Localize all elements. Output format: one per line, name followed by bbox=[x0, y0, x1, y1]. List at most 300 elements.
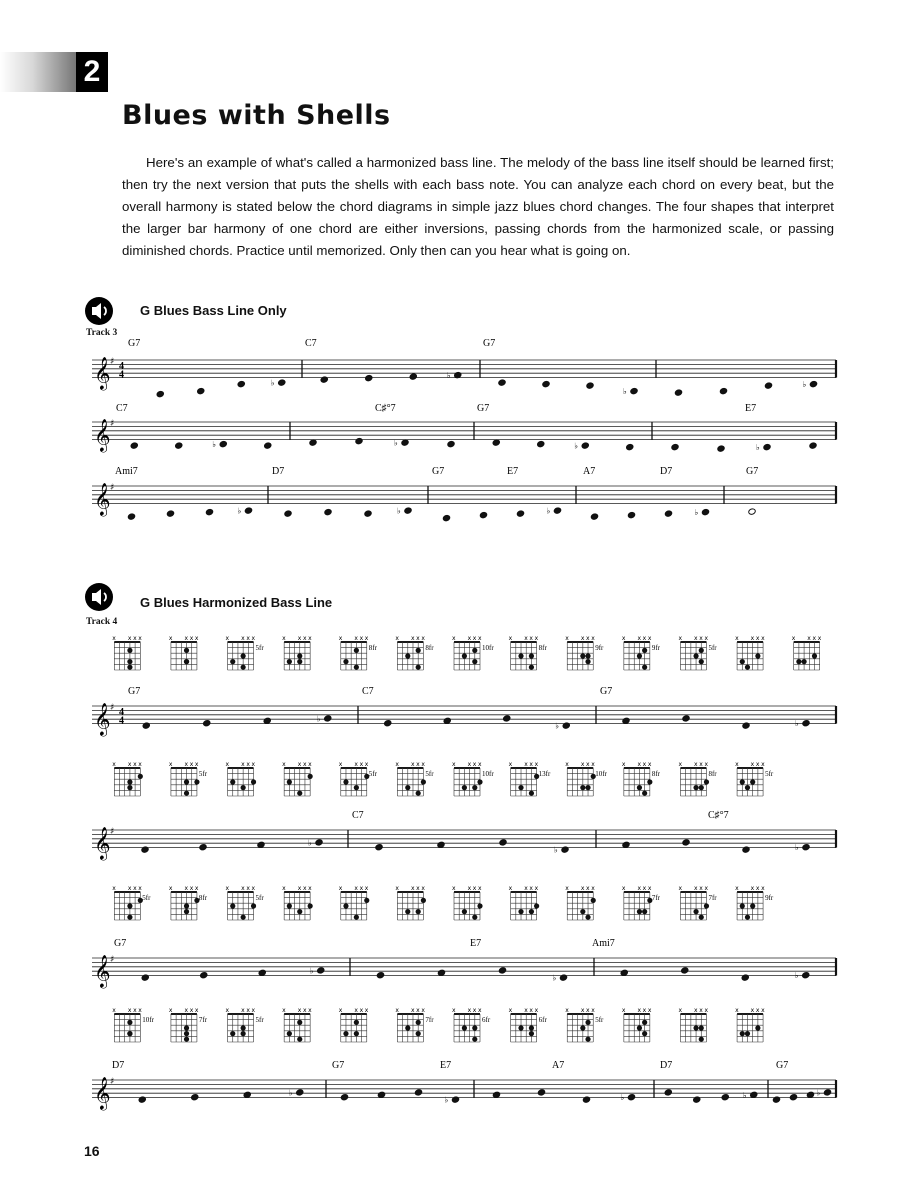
mute-mark: x bbox=[308, 761, 312, 768]
note-head bbox=[384, 720, 392, 727]
note-head bbox=[142, 722, 150, 729]
mute-mark: x bbox=[472, 635, 477, 642]
finger-dot bbox=[287, 903, 292, 908]
finger-dot bbox=[354, 665, 359, 670]
mute-mark: x bbox=[416, 761, 420, 768]
note bbox=[772, 1096, 780, 1103]
mute-mark: x bbox=[524, 761, 528, 768]
finger-dot bbox=[740, 903, 745, 908]
chord-diagram bbox=[622, 761, 661, 796]
accidental: ♭ bbox=[756, 443, 760, 453]
key-signature: ♯ bbox=[110, 703, 115, 713]
finger-dot bbox=[343, 1031, 348, 1036]
note bbox=[809, 442, 817, 449]
note bbox=[397, 507, 412, 516]
note-head bbox=[627, 1094, 635, 1101]
accidental: ♭ bbox=[446, 371, 451, 381]
chord-diagram bbox=[226, 1007, 265, 1042]
note bbox=[309, 439, 317, 446]
mute-mark: x bbox=[246, 635, 250, 642]
finger-dot bbox=[745, 1031, 750, 1036]
finger-dot bbox=[184, 648, 189, 653]
fret-number: 7fr bbox=[198, 1016, 208, 1024]
chord-diagram bbox=[509, 635, 548, 670]
finger-dot bbox=[127, 1020, 132, 1025]
chord-diagram bbox=[565, 885, 596, 920]
chord-symbol: G7 bbox=[332, 1060, 345, 1071]
chord-symbol: C♯°7 bbox=[375, 403, 396, 414]
fret-number: 9fr bbox=[651, 644, 661, 652]
note-head bbox=[156, 390, 164, 397]
fret-number: 7fr bbox=[651, 894, 661, 902]
note-head bbox=[324, 715, 332, 722]
chord-diagram bbox=[678, 885, 717, 920]
note-head bbox=[516, 510, 524, 517]
mute-mark: x bbox=[282, 1007, 286, 1014]
note-head bbox=[682, 839, 690, 846]
finger-dot bbox=[699, 1025, 704, 1030]
mute-mark: x bbox=[189, 761, 194, 768]
mute-mark: x bbox=[395, 761, 399, 768]
finger-dot bbox=[529, 791, 534, 796]
finger-dot bbox=[241, 665, 246, 670]
note-head bbox=[244, 507, 252, 514]
mute-mark: x bbox=[395, 635, 399, 642]
chord-symbol: D7 bbox=[660, 466, 673, 477]
accidental: ♭ bbox=[802, 380, 807, 390]
mute-mark: x bbox=[704, 761, 709, 768]
mute-mark: x bbox=[184, 761, 189, 768]
fret-number: 8fr bbox=[538, 644, 547, 652]
chord-diagram bbox=[452, 635, 494, 670]
mute-mark: x bbox=[524, 635, 528, 642]
mute-mark: x bbox=[251, 761, 256, 768]
fret-number: 10fr bbox=[595, 770, 607, 778]
mute-mark: x bbox=[529, 635, 533, 642]
note-head bbox=[409, 373, 417, 380]
mute-mark: x bbox=[225, 635, 230, 642]
mute-mark: x bbox=[410, 635, 415, 642]
finger-dot bbox=[405, 653, 410, 658]
note bbox=[317, 714, 332, 723]
mute-mark: x bbox=[194, 761, 199, 768]
mute-mark: x bbox=[189, 635, 194, 642]
accidental: ♭ bbox=[816, 1088, 821, 1098]
note bbox=[384, 720, 392, 727]
finger-dot bbox=[184, 1025, 189, 1030]
mute-mark: x bbox=[704, 885, 709, 892]
finger-dot bbox=[801, 659, 806, 664]
mute-mark: x bbox=[282, 885, 286, 892]
chord-symbol: G7 bbox=[776, 1060, 789, 1071]
mute-mark: x bbox=[133, 635, 137, 642]
note-head bbox=[802, 720, 810, 727]
finger-dot bbox=[416, 1031, 421, 1036]
mute-mark: x bbox=[580, 761, 585, 768]
note-head bbox=[581, 442, 589, 449]
mute-mark: x bbox=[184, 885, 189, 892]
fret-number: 6fr bbox=[482, 1016, 491, 1024]
mute-mark: x bbox=[395, 1007, 399, 1014]
mute-mark: x bbox=[184, 1007, 189, 1014]
note bbox=[503, 715, 511, 722]
finger-dot bbox=[308, 903, 313, 908]
note bbox=[498, 967, 506, 974]
finger-dot bbox=[241, 1025, 246, 1030]
mute-mark: x bbox=[508, 635, 513, 642]
finger-dot bbox=[297, 909, 302, 914]
finger-dot bbox=[472, 1037, 477, 1042]
mute-mark: x bbox=[410, 885, 415, 892]
note-head bbox=[130, 442, 138, 449]
mute-mark: x bbox=[452, 761, 456, 768]
finger-dot bbox=[642, 648, 647, 653]
mute-mark: x bbox=[735, 885, 739, 892]
finger-dot bbox=[184, 1037, 189, 1042]
note bbox=[130, 442, 138, 449]
mute-mark: x bbox=[133, 1007, 137, 1014]
treble-clef: 𝄞 bbox=[94, 954, 111, 988]
mute-mark: x bbox=[478, 885, 482, 892]
time-signature: 4 bbox=[119, 706, 124, 718]
mute-mark: x bbox=[647, 635, 652, 642]
note-head bbox=[542, 380, 550, 387]
finger-dot bbox=[580, 785, 585, 790]
note bbox=[554, 846, 569, 855]
chord-symbol: G7 bbox=[600, 686, 613, 697]
note bbox=[717, 445, 725, 452]
mute-mark: x bbox=[189, 885, 194, 892]
fret-number: 7fr bbox=[708, 894, 717, 902]
finger-dot bbox=[343, 659, 348, 664]
chord-diagram bbox=[282, 635, 312, 670]
mute-mark: x bbox=[565, 635, 569, 642]
note bbox=[197, 387, 205, 394]
chord-symbol: G7 bbox=[114, 938, 127, 949]
mute-mark: x bbox=[359, 635, 364, 642]
mute-mark: x bbox=[138, 761, 142, 768]
chord-symbol: G7 bbox=[746, 466, 759, 477]
note-head bbox=[447, 440, 455, 447]
mute-mark: x bbox=[647, 885, 652, 892]
note-head bbox=[626, 443, 634, 450]
finger-dot bbox=[241, 785, 246, 790]
note bbox=[284, 510, 292, 517]
accidental: ♭ bbox=[270, 378, 275, 388]
mute-mark: x bbox=[647, 1007, 652, 1014]
finger-dot bbox=[745, 665, 750, 670]
chord-diagram bbox=[112, 761, 143, 796]
finger-dot bbox=[184, 1031, 189, 1036]
note-head bbox=[537, 1089, 545, 1096]
treble-clef: 𝄞 bbox=[94, 702, 111, 736]
page-title: Blues with Shells bbox=[122, 100, 391, 131]
note bbox=[719, 387, 727, 394]
note-head bbox=[451, 1096, 459, 1103]
note-head bbox=[764, 382, 772, 389]
mute-mark: x bbox=[534, 885, 539, 892]
mute-mark: x bbox=[704, 1007, 709, 1014]
note bbox=[756, 443, 771, 452]
mute-mark: x bbox=[421, 635, 425, 642]
chord-diagram bbox=[169, 635, 199, 670]
mute-mark: x bbox=[246, 885, 250, 892]
accidental: ♭ bbox=[288, 1088, 293, 1098]
note bbox=[447, 371, 462, 380]
finger-dot bbox=[472, 659, 477, 664]
note bbox=[626, 443, 634, 450]
finger-dot bbox=[287, 1031, 292, 1036]
accidental: ♭ bbox=[694, 508, 699, 518]
note-head bbox=[701, 508, 709, 515]
note-head bbox=[590, 513, 598, 520]
finger-dot bbox=[251, 779, 256, 784]
note bbox=[742, 846, 750, 853]
note-head bbox=[499, 839, 507, 846]
finger-dot bbox=[745, 785, 750, 790]
note-head bbox=[278, 379, 286, 386]
chord-diagram bbox=[509, 1007, 548, 1042]
mute-mark: x bbox=[241, 761, 245, 768]
note-head bbox=[630, 387, 638, 394]
finger-dot bbox=[462, 653, 467, 658]
chord-diagram bbox=[339, 761, 378, 796]
finger-dot bbox=[184, 659, 189, 664]
note bbox=[156, 390, 164, 397]
mute-mark: x bbox=[241, 1007, 245, 1014]
finger-dot bbox=[251, 903, 256, 908]
note bbox=[308, 838, 323, 847]
mute-mark: x bbox=[761, 1007, 765, 1014]
note-head bbox=[681, 967, 689, 974]
finger-dot bbox=[699, 648, 704, 653]
note-head bbox=[674, 389, 682, 396]
finger-dot bbox=[416, 909, 421, 914]
fret-number: 5fr bbox=[595, 1016, 604, 1024]
fret-number: 5fr bbox=[425, 770, 434, 778]
finger-dot bbox=[699, 659, 704, 664]
finger-dot bbox=[297, 653, 302, 658]
fret-number: 8fr bbox=[425, 644, 434, 652]
note bbox=[817, 1088, 832, 1097]
accidental: ♭ bbox=[546, 506, 551, 516]
finger-dot bbox=[241, 1031, 246, 1036]
note bbox=[203, 720, 211, 727]
mute-mark: x bbox=[225, 1007, 230, 1014]
mute-mark: x bbox=[338, 635, 343, 642]
chord-diagram bbox=[452, 1007, 491, 1042]
finger-dot bbox=[637, 1025, 642, 1030]
mute-mark: x bbox=[580, 885, 585, 892]
note bbox=[537, 1089, 545, 1096]
note-head bbox=[671, 443, 679, 450]
note bbox=[355, 437, 363, 444]
fret-number: 10fr bbox=[482, 644, 494, 652]
mute-mark: x bbox=[755, 1007, 760, 1014]
mute-mark: x bbox=[302, 635, 307, 642]
mute-mark: x bbox=[410, 1007, 415, 1014]
finger-dot bbox=[241, 915, 246, 920]
chord-diagram bbox=[678, 635, 717, 670]
mute-mark: x bbox=[678, 885, 683, 892]
mute-mark: x bbox=[586, 635, 590, 642]
finger-dot bbox=[699, 785, 704, 790]
note-head bbox=[237, 380, 245, 387]
note bbox=[364, 510, 372, 517]
finger-dot bbox=[184, 779, 189, 784]
mute-mark: x bbox=[302, 761, 307, 768]
note-head bbox=[719, 387, 727, 394]
chord-diagram bbox=[622, 885, 661, 920]
note-head bbox=[264, 442, 272, 449]
mute-mark: x bbox=[133, 761, 137, 768]
note-head bbox=[823, 1089, 831, 1096]
treble-clef: 𝄞 bbox=[94, 356, 111, 390]
finger-dot bbox=[297, 1037, 302, 1042]
accidental: ♭ bbox=[394, 438, 398, 448]
note-head bbox=[693, 1096, 701, 1103]
note bbox=[138, 1096, 146, 1103]
mute-mark: x bbox=[452, 1007, 456, 1014]
finger-dot bbox=[477, 779, 482, 784]
note bbox=[542, 380, 550, 387]
mute-mark: x bbox=[478, 635, 482, 642]
note bbox=[743, 1091, 758, 1100]
note bbox=[414, 1089, 422, 1096]
note bbox=[789, 1094, 797, 1101]
finger-dot bbox=[642, 791, 647, 796]
finger-dot bbox=[585, 653, 590, 658]
mute-mark: x bbox=[791, 635, 796, 642]
mute-mark: x bbox=[750, 761, 755, 768]
track-label: Track 3 bbox=[86, 328, 118, 338]
chord-diagram bbox=[565, 761, 607, 796]
fret-number: 5fr bbox=[708, 644, 717, 652]
note bbox=[741, 974, 749, 981]
finger-dot bbox=[647, 779, 652, 784]
mute-mark: x bbox=[812, 635, 817, 642]
note-head bbox=[401, 439, 409, 446]
finger-dot bbox=[241, 653, 246, 658]
treble-clef: 𝄞 bbox=[94, 1076, 111, 1110]
note-head bbox=[364, 510, 372, 517]
mute-mark: x bbox=[395, 885, 399, 892]
mute-mark: x bbox=[246, 1007, 250, 1014]
chord-symbol: C7 bbox=[116, 403, 128, 414]
note bbox=[200, 972, 208, 979]
note bbox=[537, 440, 545, 447]
note bbox=[621, 1093, 636, 1102]
chord-diagram bbox=[339, 635, 378, 670]
mute-mark: x bbox=[580, 1007, 585, 1014]
finger-dot bbox=[580, 909, 585, 914]
note-head bbox=[127, 513, 135, 520]
mute-mark: x bbox=[524, 1007, 528, 1014]
fret-number: 5fr bbox=[765, 770, 774, 778]
mute-mark: x bbox=[416, 635, 420, 642]
finger-dot bbox=[740, 659, 745, 664]
note bbox=[340, 1094, 348, 1101]
note bbox=[237, 380, 245, 387]
mute-mark: x bbox=[297, 761, 302, 768]
note-head bbox=[763, 443, 771, 450]
mute-mark: x bbox=[580, 635, 585, 642]
note bbox=[365, 374, 373, 381]
mute-mark: x bbox=[246, 761, 250, 768]
note bbox=[721, 1094, 729, 1101]
note bbox=[664, 1089, 672, 1096]
chord-diagram bbox=[395, 885, 426, 920]
note-head bbox=[365, 374, 373, 381]
note-head bbox=[741, 974, 749, 981]
chord-symbol: A7 bbox=[552, 1060, 565, 1071]
mute-mark: x bbox=[735, 1007, 739, 1014]
treble-clef: 𝄞 bbox=[94, 418, 111, 452]
note-head bbox=[197, 387, 205, 394]
mute-mark: x bbox=[472, 761, 477, 768]
mute-mark: x bbox=[735, 635, 739, 642]
note-head bbox=[586, 382, 594, 389]
finger-dot bbox=[642, 909, 647, 914]
mute-mark: x bbox=[184, 635, 189, 642]
section-title-bass-line: G Blues Bass Line Only bbox=[140, 303, 287, 318]
note-head bbox=[199, 844, 207, 851]
note bbox=[742, 722, 750, 729]
note-head bbox=[553, 507, 561, 514]
mute-mark: x bbox=[241, 885, 245, 892]
chord-diagram bbox=[509, 761, 551, 796]
chord-symbol: Ami7 bbox=[592, 938, 615, 949]
time-signature: 4 bbox=[119, 360, 124, 372]
mute-mark: x bbox=[338, 1007, 343, 1014]
mute-mark: x bbox=[308, 635, 312, 642]
note bbox=[498, 379, 506, 386]
note-head bbox=[166, 510, 174, 517]
finger-dot bbox=[462, 785, 467, 790]
note bbox=[199, 844, 207, 851]
key-signature: ♯ bbox=[110, 483, 115, 493]
intro-paragraph: Here's an example of what's called a harmonized bass line. The melody of the bass line itself should be learned first; then try the next version that puts the shells with each bass note. You can analyze each chord on every beat, but the overall harmony is stated below the chord diagrams in simple jazz blues chord changes. The four shapes that interpret the larger bar harmony of one chord are either inversions, passing chords from the harmonized scale, or passing diminished chords. Practice until memorized. Only then can you hear what is going on. bbox=[122, 155, 834, 258]
page-number: 16 bbox=[84, 1143, 100, 1159]
accidental: ♭ bbox=[574, 441, 579, 451]
chord-diagram bbox=[226, 885, 265, 920]
mute-mark: x bbox=[637, 761, 642, 768]
finger-dot bbox=[642, 665, 647, 670]
finger-dot bbox=[416, 648, 421, 653]
treble-clef: 𝄞 bbox=[94, 482, 111, 516]
finger-dot bbox=[529, 909, 534, 914]
note-head bbox=[375, 844, 383, 851]
finger-dot bbox=[518, 653, 523, 658]
accidental: ♭ bbox=[316, 714, 321, 724]
mute-mark: x bbox=[591, 1007, 595, 1014]
chord-diagram bbox=[226, 761, 257, 796]
chord-symbol: C7 bbox=[362, 686, 374, 697]
chord-diagram bbox=[226, 635, 265, 670]
note bbox=[141, 846, 149, 853]
finger-dot bbox=[472, 648, 477, 653]
finger-dot bbox=[637, 653, 642, 658]
note-head bbox=[219, 440, 227, 447]
mute-mark: x bbox=[642, 1007, 647, 1014]
finger-dot bbox=[343, 903, 348, 908]
mute-mark: x bbox=[225, 761, 230, 768]
mute-mark: x bbox=[194, 885, 199, 892]
finger-dot bbox=[416, 1020, 421, 1025]
mute-mark: x bbox=[534, 761, 539, 768]
note bbox=[375, 844, 383, 851]
note bbox=[289, 1088, 304, 1097]
